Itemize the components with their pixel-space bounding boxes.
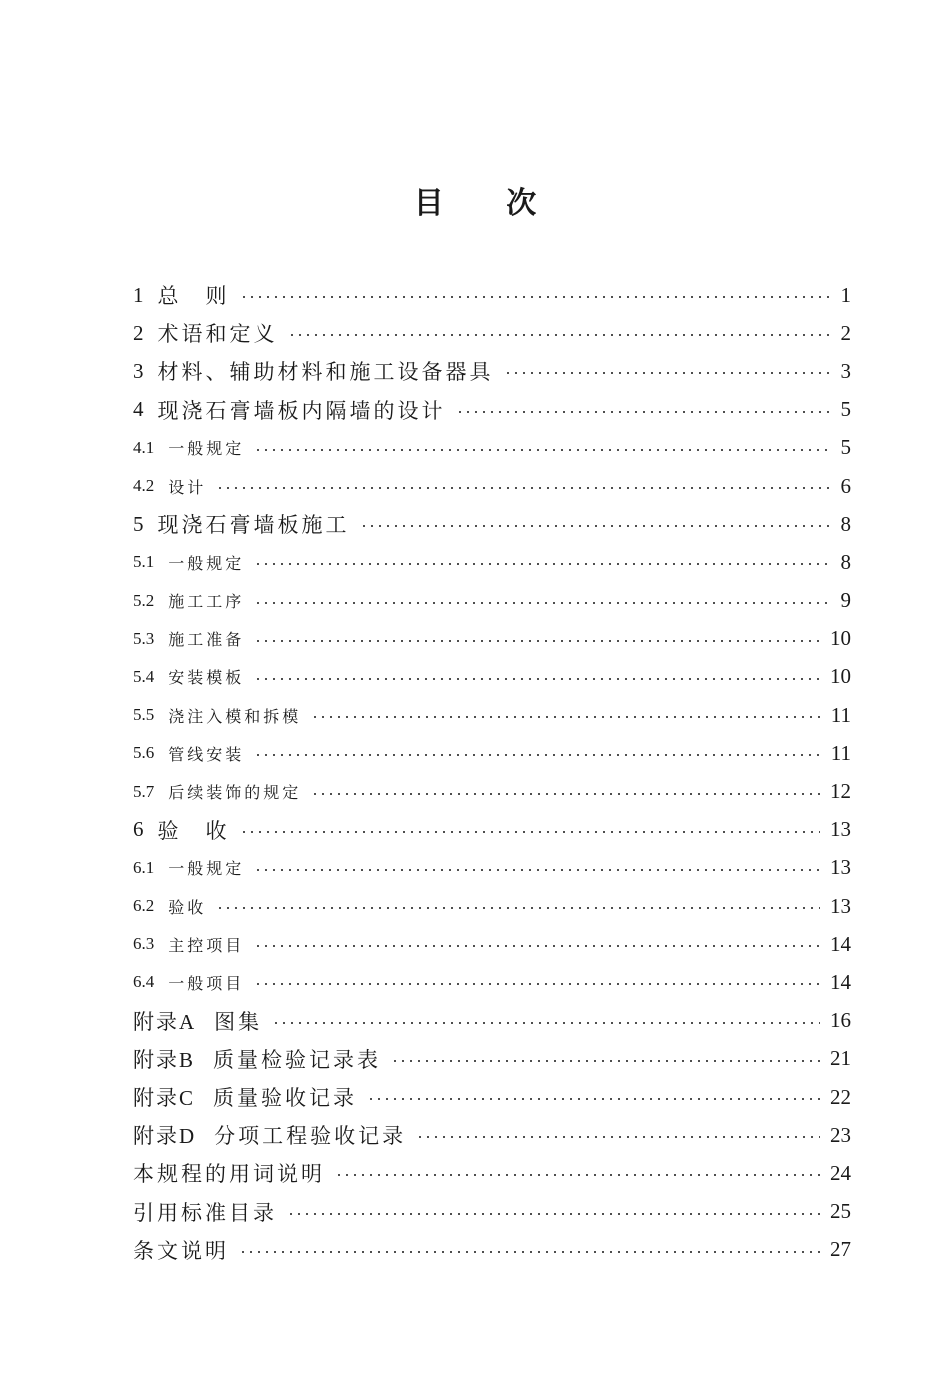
toc-subentry[interactable] [133, 658, 851, 696]
toc-subentry[interactable] [133, 925, 851, 963]
toc-entry[interactable] [133, 1154, 851, 1192]
toc-entry-number: 5.5 [133, 705, 155, 725]
leader-dots [240, 831, 821, 833]
toc-entry-page: 10 [830, 664, 851, 689]
toc-subentry[interactable] [133, 467, 851, 505]
table-of-contents [133, 276, 851, 1269]
leader-dots [311, 716, 821, 718]
leader-dots [254, 640, 820, 642]
toc-entry-page: 14 [830, 931, 851, 956]
toc-entry-page: 10 [830, 626, 851, 651]
toc-entry-page: 9 [840, 588, 851, 613]
toc-entry-title: 设计 [168, 477, 207, 497]
toc-entry-page: 3 [840, 358, 851, 383]
toc-entry[interactable] [133, 352, 851, 390]
toc-appendix-entry[interactable] [133, 1116, 851, 1154]
toc-entry-title: 安装模板 [168, 668, 245, 688]
toc-entry-title: 管线安装 [168, 744, 245, 764]
toc-entry-page: 22 [830, 1084, 851, 1109]
toc-entry-page: 6 [840, 473, 851, 498]
toc-entry-number: 5 [133, 511, 144, 536]
toc-entry-title: 后续装饰的规定 [168, 783, 302, 803]
leader-dots [416, 1136, 820, 1138]
leader-dots [287, 1213, 820, 1215]
toc-entry-page: 2 [840, 320, 851, 345]
toc-subentry[interactable] [133, 620, 851, 658]
toc-entry[interactable] [133, 1193, 851, 1231]
toc-entry-title: 验收 [168, 897, 207, 917]
toc-entry-number: 2 [133, 320, 144, 345]
toc-entry-page: 13 [830, 817, 851, 842]
toc-entry-page: 11 [830, 740, 851, 765]
toc-entry-page: 11 [830, 702, 851, 727]
toc-entry-number: 附录B [133, 1047, 196, 1072]
leader-dots [272, 1022, 820, 1024]
leader-dots [254, 602, 829, 604]
toc-entry-title: 施工准备 [168, 630, 245, 650]
toc-subentry[interactable] [133, 429, 851, 467]
toc-entry-page: 14 [830, 969, 851, 994]
toc-entry-page: 25 [830, 1199, 851, 1224]
leader-dots [367, 1098, 820, 1100]
toc-entry-title: 验 收 [157, 818, 230, 843]
leader-dots [254, 869, 820, 871]
toc-entry-page: 13 [830, 893, 851, 918]
toc-subentry[interactable] [133, 734, 851, 772]
toc-subentry[interactable] [133, 963, 851, 1001]
leader-dots [216, 907, 820, 909]
toc-entry-title: 主控项目 [168, 935, 245, 955]
leader-dots [335, 1174, 820, 1176]
toc-entry-title: 图集 [214, 1009, 263, 1034]
toc-entry-number: 4.2 [133, 476, 155, 496]
toc-entry-title: 引用标准目录 [133, 1200, 277, 1225]
toc-entry-number: 附录A [133, 1009, 197, 1034]
toc-entry-number: 6.1 [133, 857, 155, 877]
toc-entry-page: 5 [840, 435, 851, 460]
toc-entry-number: 附录D [133, 1124, 197, 1149]
toc-entry[interactable] [133, 505, 851, 543]
toc-entry-page: 8 [840, 549, 851, 574]
toc-entry-title: 一般项目 [168, 973, 245, 993]
toc-appendix-entry[interactable] [133, 1002, 851, 1040]
toc-entry-title: 分项工程验收记录 [214, 1124, 407, 1149]
leader-dots [254, 945, 820, 947]
toc-entry-number: 6 [133, 817, 144, 842]
leader-dots [254, 983, 820, 985]
toc-appendix-entry[interactable] [133, 1040, 851, 1078]
toc-entry-number: 5.6 [133, 743, 155, 763]
toc-entry-number: 5.3 [133, 628, 155, 648]
toc-entry-title: 质量检验记录表 [213, 1047, 382, 1072]
toc-entry-title: 一般规定 [168, 553, 245, 573]
toc-appendix-entry[interactable] [133, 1078, 851, 1116]
toc-entry-number: 1 [133, 282, 144, 307]
leader-dots [456, 411, 830, 413]
toc-subentry[interactable] [133, 849, 851, 887]
toc-entry-title: 质量验收记录 [213, 1086, 358, 1111]
leader-dots [391, 1060, 820, 1062]
toc-entry-title: 一般规定 [168, 859, 245, 879]
toc-subentry[interactable] [133, 582, 851, 620]
toc-entry-page: 1 [840, 282, 851, 307]
leader-dots [239, 1251, 820, 1253]
toc-entry-number: 6.3 [133, 934, 155, 954]
toc-entry-page: 27 [830, 1237, 851, 1262]
toc-entry-number: 5.2 [133, 590, 155, 610]
toc-entry[interactable] [133, 1231, 851, 1269]
toc-subentry[interactable] [133, 543, 851, 581]
toc-entry-number: 5.7 [133, 781, 155, 801]
toc-entry-page: 24 [830, 1160, 851, 1185]
toc-entry-title: 条文说明 [133, 1238, 229, 1263]
toc-entry-page: 12 [830, 779, 851, 804]
leader-dots [240, 296, 830, 298]
leader-dots [254, 449, 829, 451]
leader-dots [254, 678, 820, 680]
leader-dots [254, 563, 829, 565]
toc-entry[interactable] [133, 276, 851, 314]
toc-subentry[interactable] [133, 772, 851, 810]
toc-entry-title: 现浇石膏墙板内隔墙的设计 [157, 398, 446, 423]
toc-entry-title: 现浇石膏墙板施工 [157, 513, 350, 538]
leader-dots [504, 372, 830, 374]
leader-dots [311, 793, 820, 795]
toc-entry[interactable] [133, 391, 851, 429]
toc-entry-page: 8 [840, 511, 851, 536]
toc-entry-title: 本规程的用词说明 [133, 1162, 325, 1187]
toc-entry-page: 5 [840, 397, 851, 422]
toc-entry-title: 术语和定义 [157, 322, 278, 347]
toc-entry-title: 施工工序 [168, 592, 245, 612]
toc-entry-title: 浇注入模和拆模 [168, 706, 302, 726]
toc-entry[interactable] [133, 314, 851, 352]
toc-entry-number: 3 [133, 358, 144, 383]
page-title: 目 次 [413, 186, 563, 221]
toc-entry-title: 总 则 [157, 284, 230, 309]
leader-dots [216, 487, 829, 489]
toc-entry[interactable] [133, 811, 851, 849]
toc-entry-page: 23 [830, 1122, 851, 1147]
toc-entry-page: 13 [830, 855, 851, 880]
leader-dots [254, 754, 821, 756]
leader-dots [360, 525, 830, 527]
toc-entry-number: 5.1 [133, 552, 155, 572]
toc-entry-page: 16 [830, 1008, 851, 1033]
toc-subentry[interactable] [133, 696, 851, 734]
toc-entry-title: 材料、辅助材料和施工设备器具 [157, 360, 494, 385]
toc-entry-number: 4.1 [133, 437, 155, 457]
toc-entry-number: 6.4 [133, 972, 155, 992]
toc-entry-number: 4 [133, 397, 144, 422]
toc-entry-number: 附录C [133, 1086, 196, 1111]
toc-entry-title: 一般规定 [168, 439, 245, 459]
toc-subentry[interactable] [133, 887, 851, 925]
toc-entry-number: 5.4 [133, 666, 155, 686]
leader-dots [288, 334, 830, 336]
toc-entry-page: 21 [830, 1046, 851, 1071]
toc-entry-number: 6.2 [133, 896, 155, 916]
